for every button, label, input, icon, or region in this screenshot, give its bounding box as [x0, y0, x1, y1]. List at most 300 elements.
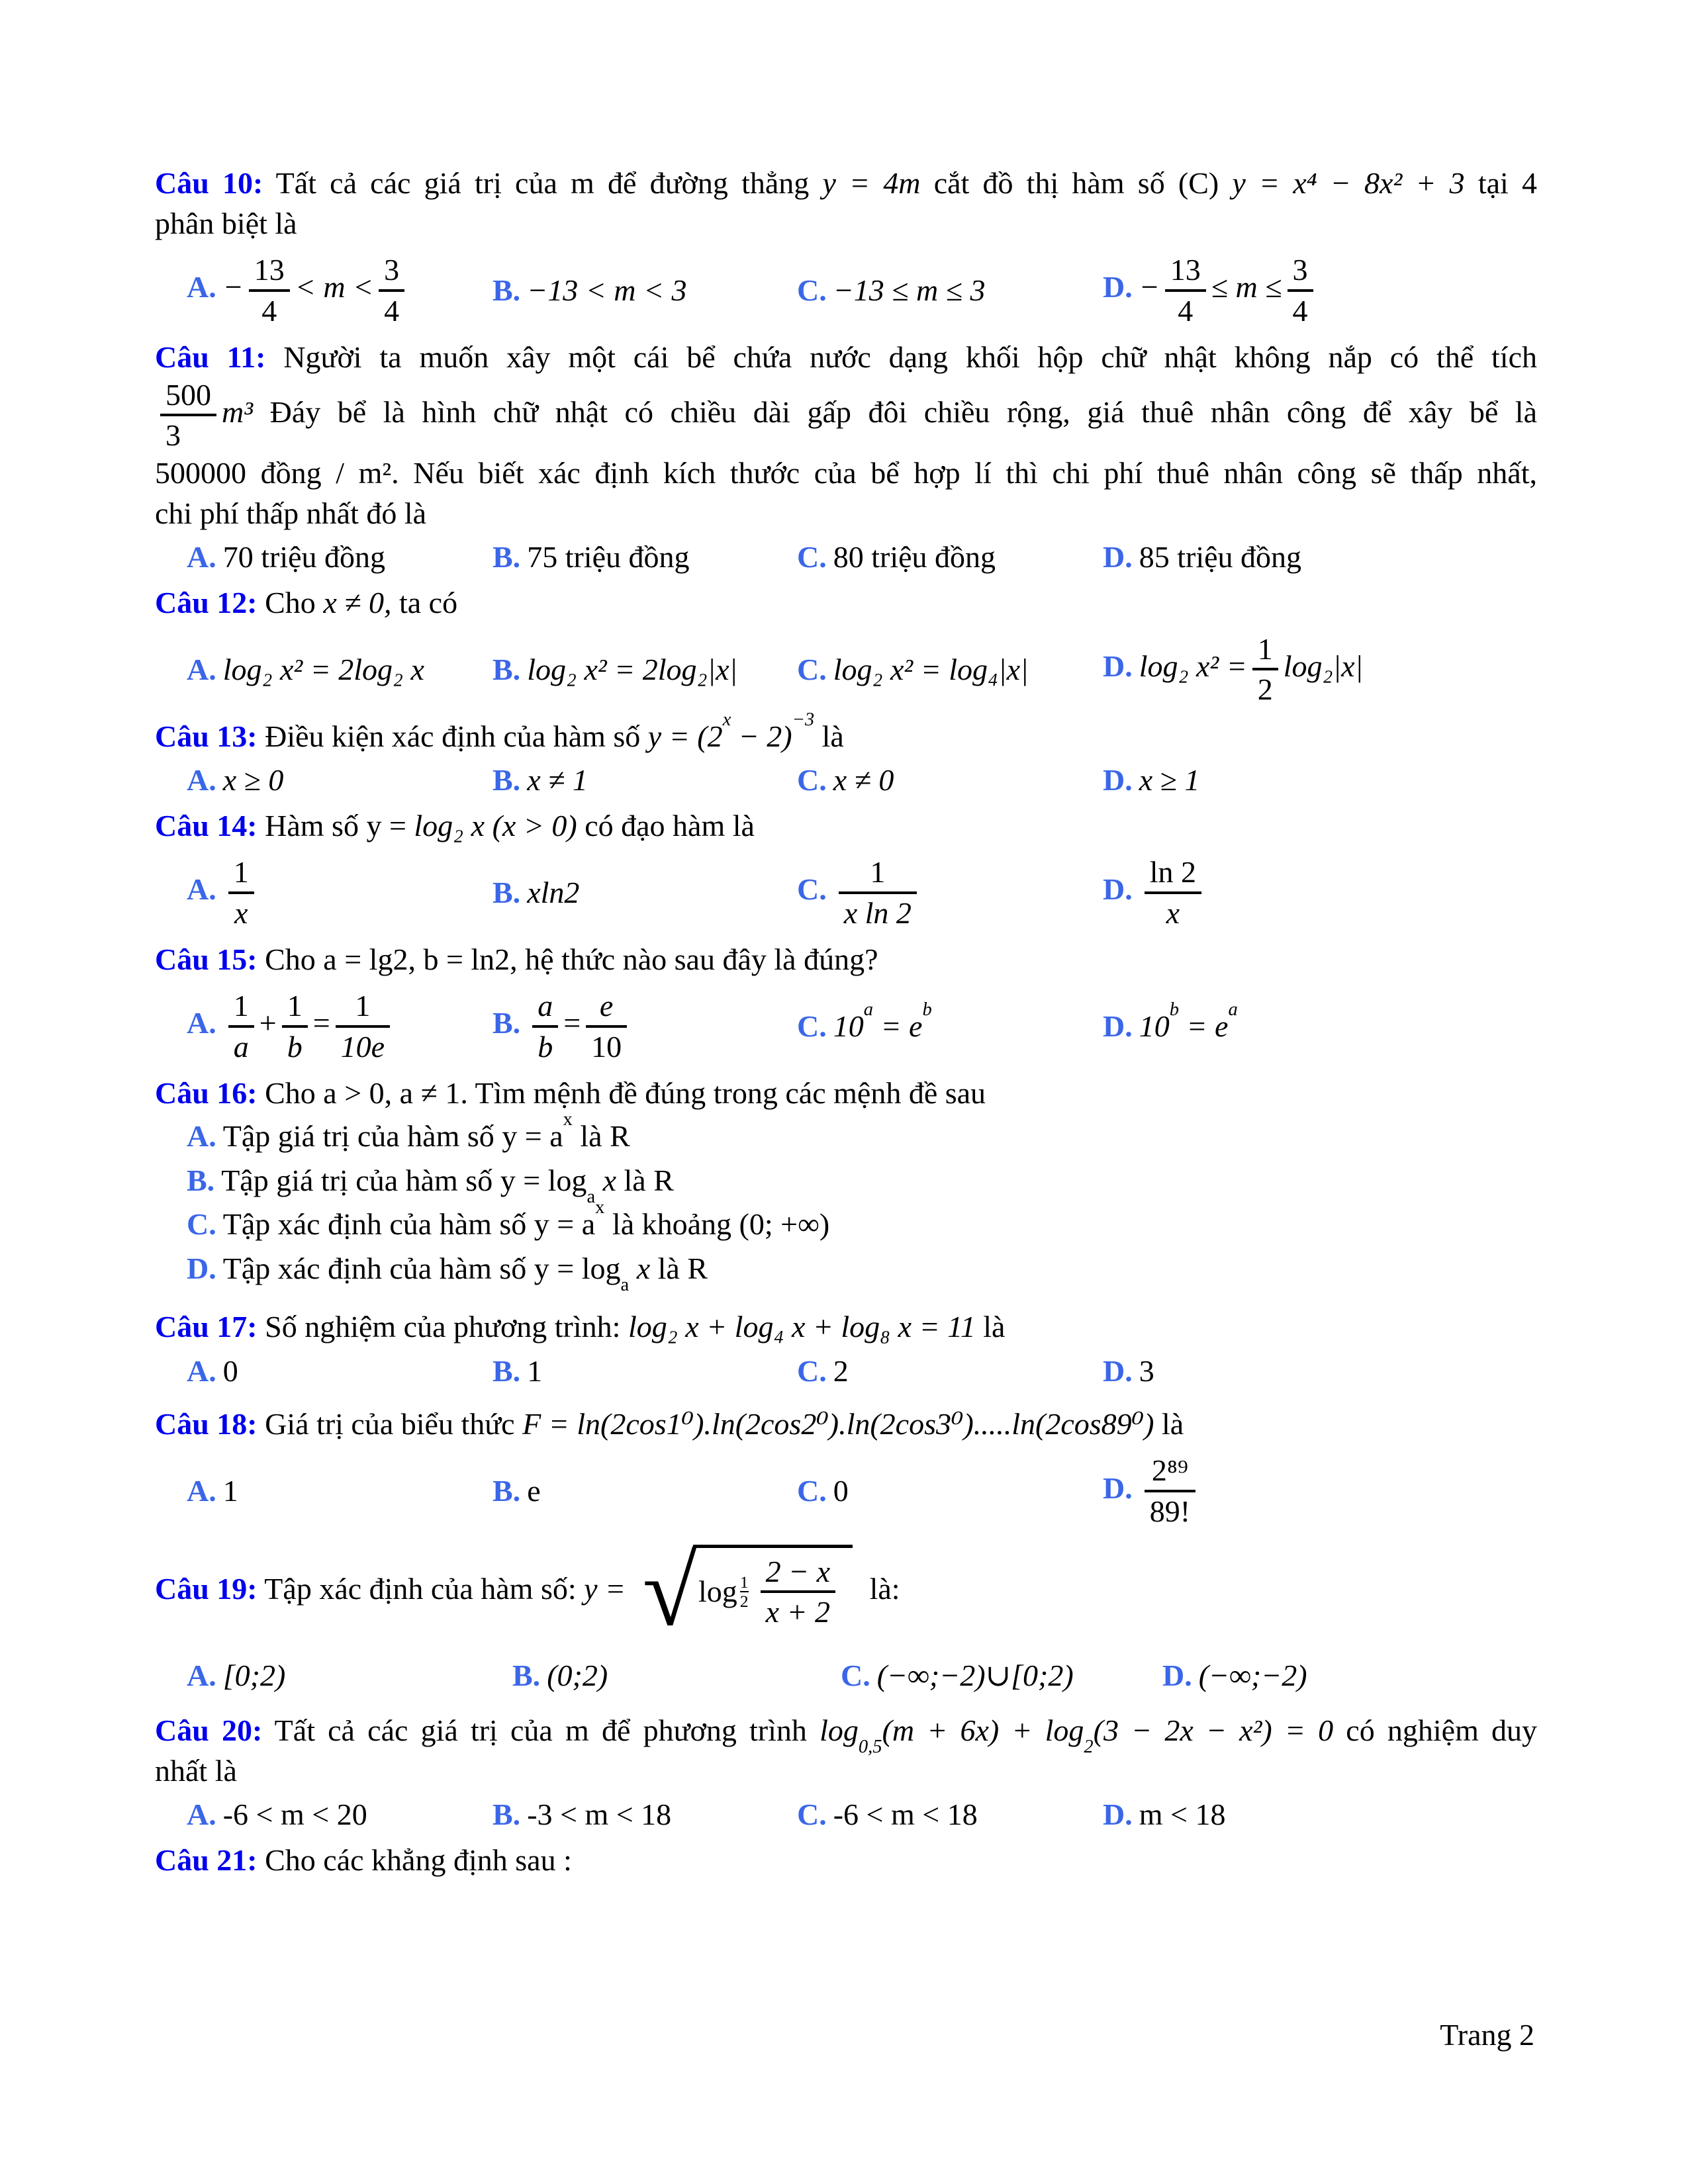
option-b-value: xln2: [527, 875, 580, 909]
frac-num: 1: [233, 855, 249, 889]
option-c: [797, 537, 1103, 577]
option-b-letter: B.: [492, 652, 521, 686]
option-b-value: 1: [527, 1353, 543, 1388]
question-15: [155, 939, 1537, 1064]
option-a: [187, 253, 492, 328]
option-a-letter: A.: [187, 1659, 216, 1693]
frac-num: 1: [233, 989, 249, 1023]
question-11-text: [155, 337, 1537, 377]
frac-den: 4: [1288, 289, 1313, 328]
question-17-options: [155, 1351, 1537, 1391]
option-b: [492, 873, 797, 913]
option-b: [492, 1471, 797, 1511]
page-number: Trang 2: [1440, 2018, 1534, 2052]
option-a-letter: A.: [187, 1006, 216, 1040]
option-d: [1103, 537, 1537, 577]
option-c: [797, 271, 1103, 310]
fraction: [839, 855, 917, 930]
exponent-a: a: [1228, 999, 1238, 1020]
question-16: [155, 1073, 1537, 1296]
question-21-t1: Cho các khẳng định sau :: [265, 1843, 572, 1877]
question-10-math2: y = x⁴ − 8x² + 3: [1232, 166, 1465, 200]
log-base-half: [740, 1573, 749, 1610]
question-13-t2: là: [821, 719, 844, 753]
relation: ≤ m ≤: [1211, 270, 1282, 304]
frac-num: 13: [1170, 253, 1201, 287]
option-b-value: −13 < m < 3: [527, 273, 687, 307]
option-b-letter: B.: [492, 1797, 521, 1832]
exponent-x: x: [595, 1197, 605, 1218]
question-19-options: [155, 1656, 1537, 1696]
question-18-label: Câu 18:: [155, 1407, 258, 1441]
option-a-letter: A.: [187, 652, 216, 686]
option-b-letter: B.: [492, 763, 521, 797]
question-17-label: Câu 17:: [155, 1310, 258, 1344]
sqrt-expression: [642, 1536, 853, 1647]
option-c-letter: C.: [797, 1474, 827, 1508]
y-equals: y =: [584, 1571, 626, 1606]
exponent-x: x: [722, 709, 731, 730]
option-c: [797, 1471, 1103, 1511]
option-a-letter: A.: [187, 763, 216, 797]
option-a-value: -6 < m < 20: [222, 1797, 367, 1832]
option-a: [187, 537, 492, 577]
exponent-b: b: [922, 999, 932, 1020]
option-a: [187, 1795, 492, 1835]
fraction: [1165, 253, 1206, 328]
option-d: [1103, 1795, 1537, 1835]
frac-num: 3: [1292, 253, 1308, 287]
option-b: [492, 1795, 797, 1835]
option-d-letter: D.: [187, 1251, 216, 1285]
question-20-text: [155, 1710, 1538, 1757]
option-b-letter: B.: [187, 1163, 215, 1197]
option-c-t1: Tập xác định của hàm số y = a: [222, 1207, 596, 1242]
radical-sign: √: [642, 1536, 697, 1647]
question-18-t2: là: [1161, 1407, 1184, 1441]
option-c: [797, 999, 1103, 1046]
option-c-value: 80 triệu đồng: [833, 539, 996, 574]
question-10-t2: cắt đồ thị hàm số (C): [933, 166, 1219, 200]
base-10: 10: [1139, 1009, 1170, 1043]
fraction: [282, 989, 308, 1064]
option-d: [1103, 1351, 1537, 1391]
question-12-text: [155, 582, 1537, 623]
equals-sign: =: [563, 1006, 581, 1040]
question-16-t1: Cho a > 0, a ≠ 1. Tìm mệnh đề đúng trong các mệnh đề sau: [265, 1076, 986, 1111]
option-d-value: m < 18: [1139, 1797, 1226, 1832]
fraction: [228, 855, 254, 930]
question-18-math: F = ln(2cos1⁰).ln(2cos2⁰).ln(2cos3⁰).....ln(2cos89⁰): [522, 1407, 1154, 1441]
option-c: [797, 760, 1103, 800]
question-21-label: Câu 21:: [155, 1843, 258, 1877]
fraction: [1288, 253, 1313, 328]
question-17-t2: là: [983, 1310, 1006, 1344]
option-a-value: x ≥ 0: [222, 763, 284, 797]
option-d: [155, 1248, 1537, 1296]
question-10: [155, 163, 1537, 328]
option-b: [492, 650, 797, 690]
question-10-text2: phân biệt là: [155, 206, 297, 241]
option-b: [492, 1351, 797, 1391]
option-c: [797, 650, 1103, 690]
option-b: [492, 989, 797, 1064]
frac-num: 1: [870, 855, 886, 889]
option-a: [155, 1109, 1537, 1157]
option-d-letter: D.: [1103, 539, 1133, 574]
question-13-math: [647, 709, 815, 753]
fraction: [228, 989, 254, 1064]
option-b-letter: B.: [492, 1353, 521, 1388]
option-b: [492, 760, 797, 800]
question-10-label: Câu 10:: [155, 166, 263, 200]
option-c-letter: C.: [797, 1797, 827, 1832]
minus-sign: −: [222, 270, 244, 304]
frac-den: 4: [379, 289, 404, 328]
question-21-text: [155, 1840, 1537, 1880]
option-d: [1103, 760, 1537, 800]
fraction: [379, 253, 404, 328]
fraction: [586, 989, 627, 1064]
question-15-label: Câu 15:: [155, 942, 258, 977]
question-17-math: log₂ x + log₄ x + log₈ x = 11: [628, 1310, 976, 1344]
frac-den: x + 2: [761, 1590, 835, 1629]
option-d-value: 3: [1139, 1353, 1154, 1388]
question-19: [155, 1536, 1537, 1696]
equals-sign: =: [312, 1006, 330, 1040]
frac-num: ln 2: [1149, 855, 1197, 889]
log-base-a: a: [620, 1275, 630, 1296]
option-b-letter: B.: [512, 1659, 541, 1693]
math-part: y = (2: [647, 719, 723, 753]
frac-num: e: [599, 989, 614, 1023]
question-12-t2: ta có: [399, 585, 458, 619]
question-15-t1: Cho a = lg2, b = ln2, hệ thức nào sau đây là đúng?: [265, 942, 878, 977]
question-17-text: [155, 1306, 1537, 1347]
option-b-letter: B.: [492, 1474, 521, 1508]
question-12-t1: Cho: [265, 585, 316, 619]
question-14-options: [155, 855, 1537, 930]
question-15-options: [155, 989, 1537, 1064]
question-11-label: Câu 11:: [155, 340, 266, 375]
option-c-letter: C.: [841, 1659, 870, 1693]
question-20-label: Câu 20:: [155, 1713, 263, 1747]
option-a-letter: A.: [187, 872, 216, 907]
equals-e: = e: [1186, 1009, 1229, 1043]
option-d-letter: D.: [1103, 1797, 1133, 1832]
fraction: [1145, 1453, 1196, 1528]
option-d-value: (−∞;−2): [1198, 1659, 1307, 1693]
question-20-text2: nhất là: [155, 1753, 237, 1788]
question-12-label: Câu 12:: [155, 585, 258, 619]
option-b-letter: B.: [492, 875, 521, 909]
frac-den: b: [282, 1025, 308, 1064]
option-c-letter: C.: [797, 1009, 827, 1043]
log-word: log: [581, 1251, 621, 1285]
option-c-letter: C.: [797, 872, 827, 907]
log-base-05: 0,5: [858, 1736, 882, 1757]
question-10-options: [155, 253, 1537, 328]
option-a-value: 1: [222, 1474, 238, 1508]
option-a: [187, 1656, 512, 1696]
fraction: [532, 989, 558, 1064]
question-14-math: log₂ x (x > 0): [414, 808, 577, 842]
frac-den: 10e: [336, 1025, 390, 1064]
question-18-t1: Giá trị của biểu thức: [265, 1407, 515, 1441]
option-d: [1103, 855, 1537, 930]
question-17-t1: Số nghiệm của phương trình:: [265, 1310, 621, 1344]
frac-den: 89!: [1145, 1490, 1196, 1529]
fraction: [761, 1555, 835, 1629]
option-c-letter: C.: [797, 539, 827, 574]
question-10-t3: tại 4: [1477, 166, 1538, 200]
log-base-a: a: [586, 1187, 596, 1208]
question-20-t1: Tất cả các giá trị của m để phương trình: [274, 1713, 807, 1747]
exponent-x: x: [563, 1109, 573, 1130]
math-part: (m + 6x) + log: [882, 1713, 1084, 1747]
option-d-letter: D.: [1103, 763, 1133, 797]
frac-den: a: [228, 1025, 254, 1064]
option-d-value: 85 triệu đồng: [1139, 539, 1302, 574]
question-11-options: [155, 537, 1537, 577]
page-content: [155, 163, 1537, 1886]
option-d-post: log₂|x|: [1283, 649, 1364, 683]
frac-num: 13: [254, 253, 285, 287]
option-a-letter: A.: [187, 1797, 216, 1832]
question-17: [155, 1306, 1537, 1390]
frac-num: 2⁸⁹: [1151, 1453, 1188, 1488]
option-c: [841, 1656, 1162, 1696]
option-d-letter: D.: [1103, 1009, 1133, 1043]
option-d-t2: là R: [657, 1251, 708, 1285]
question-14-label: Câu 14:: [155, 808, 258, 842]
frac-den: 4: [249, 289, 290, 328]
var-x: x: [602, 1163, 617, 1197]
question-19-label: Câu 19:: [155, 1571, 258, 1606]
option-d: [1103, 999, 1537, 1046]
option-a-value: 70 triệu đồng: [222, 539, 386, 574]
option-d-letter: D.: [1162, 1659, 1192, 1693]
option-b-value: e: [527, 1474, 541, 1508]
exponent-b: b: [1169, 999, 1179, 1020]
option-c-value: (−∞;−2)∪[0;2): [876, 1659, 1074, 1693]
option-d: [1103, 632, 1537, 707]
question-10-t1: Tất cả các giá trị của m để đường thẳng: [275, 166, 810, 200]
option-c-value: -6 < m < 18: [833, 1797, 978, 1832]
frac-num: 1: [739, 1572, 749, 1592]
option-d: [1162, 1656, 1537, 1696]
frac-den: 2: [1252, 668, 1278, 707]
question-18-text: [155, 1404, 1537, 1444]
plus-sign: +: [259, 1006, 277, 1040]
option-d-letter: D.: [1103, 872, 1133, 907]
frac-den: 4: [1165, 289, 1206, 328]
question-18-options: [155, 1453, 1537, 1528]
option-b-t2: là R: [624, 1163, 674, 1197]
log-base-2: 2: [1084, 1736, 1094, 1757]
question-11-text3: 500000 đồng / m². Nếu biết xác định kích thước của bể hợp lí thì chi phí thuê nhân công sẽ thấp nhất,: [155, 455, 1537, 490]
question-13-options: [155, 760, 1537, 800]
option-a-t2: là R: [580, 1119, 630, 1154]
option-a-letter: A.: [187, 270, 216, 304]
frac-num: 1: [1257, 631, 1273, 666]
option-c-letter: C.: [797, 763, 827, 797]
question-19-t1: Tập xác định của hàm số:: [264, 1571, 577, 1606]
option-a: [187, 1351, 492, 1391]
minus-sign: −: [1139, 270, 1160, 304]
frac-num: 1: [355, 989, 371, 1023]
option-b: [155, 1160, 1537, 1208]
option-b-value: 75 triệu đồng: [527, 539, 690, 574]
option-d: [1103, 1453, 1537, 1528]
question-14-t1: Hàm số y =: [265, 808, 406, 842]
frac-num: 500: [165, 377, 211, 412]
relation: < m <: [295, 270, 374, 304]
option-d-letter: D.: [1103, 1471, 1133, 1505]
option-b-value: log₂ x² = 2log₂|x|: [527, 652, 738, 686]
option-a-value: [0;2): [222, 1659, 286, 1693]
option-a: [187, 760, 492, 800]
question-16-label: Câu 16:: [155, 1076, 258, 1111]
option-b-value: x ≠ 1: [527, 763, 588, 797]
option-b: [492, 537, 797, 577]
question-14: [155, 805, 1537, 930]
question-20: [155, 1710, 1537, 1835]
option-c: [797, 855, 1103, 930]
option-b-value: (0;2): [547, 1659, 608, 1693]
option-d-letter: D.: [1103, 649, 1133, 683]
equals-e: = e: [880, 1009, 923, 1043]
option-c-value: −13 ≤ m ≤ 3: [833, 273, 986, 307]
option-b-t1: Tập giá trị của hàm số y =: [221, 1163, 541, 1197]
question-11-text2: [155, 378, 1537, 453]
fraction: [249, 253, 290, 328]
option-c-t2: là khoảng (0; +∞): [612, 1207, 830, 1242]
question-13: [155, 709, 1537, 800]
option-d: [1103, 253, 1537, 328]
math-part: (3 − 2x − x²) = 0: [1093, 1713, 1334, 1747]
option-a: [187, 650, 492, 690]
question-16-text: [155, 1073, 1537, 1113]
option-a-t1: Tập giá trị của hàm số y = a: [222, 1119, 563, 1154]
frac-den: x: [1145, 891, 1201, 931]
option-d-pre: log₂ x² =: [1139, 649, 1247, 683]
frac-den: x: [228, 891, 254, 931]
option-a: [187, 855, 492, 930]
option-a-value: log₂ x² = 2log₂ x: [222, 652, 424, 686]
question-13-t1: Điều kiện xác định của hàm số: [265, 719, 641, 753]
question-20-options: [155, 1795, 1537, 1835]
option-c: [797, 1795, 1103, 1835]
question-11-text4: chi phí thấp nhất đó là: [155, 496, 427, 530]
frac-num: 1: [287, 989, 303, 1023]
option-a: [187, 1471, 492, 1511]
math-part: − 2): [738, 719, 792, 753]
option-c-letter: C.: [797, 273, 827, 307]
question-10-math1: y = 4m: [822, 166, 921, 200]
frac-den: x ln 2: [839, 891, 917, 931]
option-a-value: 0: [222, 1353, 238, 1388]
question-14-t2: có đạo hàm là: [585, 808, 755, 842]
option-b-value: -3 < m < 18: [527, 1797, 672, 1832]
frac-den: 3: [160, 414, 216, 453]
question-10-text: [155, 163, 1537, 203]
frac-num: 3: [384, 253, 400, 287]
option-c-value: [833, 999, 932, 1043]
option-d-value: x ≥ 1: [1139, 763, 1200, 797]
option-b-letter: B.: [492, 273, 521, 307]
fraction: [1252, 632, 1278, 707]
option-d-value: [1139, 999, 1238, 1043]
fraction: [336, 989, 390, 1064]
question-13-label: Câu 13:: [155, 719, 258, 753]
option-a-letter: A.: [187, 1474, 216, 1508]
question-19-t2: là:: [869, 1571, 900, 1606]
option-c: [797, 1351, 1103, 1391]
question-14-text: [155, 805, 1537, 846]
option-c: [155, 1197, 1537, 1245]
option-c-value: x ≠ 0: [833, 763, 894, 797]
option-d-t1: Tập xác định của hàm số y =: [222, 1251, 575, 1285]
option-b-letter: B.: [492, 539, 521, 574]
question-11-l1: Người ta muốn xây một cái bể chứa nước dạng khối hộp chữ nhật không nắp có thể tích: [283, 340, 1538, 375]
volume-unit: m³: [222, 394, 254, 429]
frac-den: 2: [739, 1592, 749, 1612]
question-21: [155, 1840, 1537, 1880]
frac-den: b: [532, 1025, 558, 1064]
option-b-letter: B.: [492, 1006, 521, 1040]
exponent-a: a: [863, 999, 873, 1020]
option-a-letter: A.: [187, 1119, 216, 1154]
option-b: [492, 271, 797, 310]
question-19-text: [155, 1536, 1537, 1647]
question-11-l2: Đáy bể là hình chữ nhật có chiều dài gấp đôi chiều rộng, giá thuê nhân công để xây bể là: [269, 394, 1538, 429]
question-15-text: [155, 939, 1537, 979]
option-c-letter: C.: [797, 1353, 827, 1388]
option-a: [187, 989, 492, 1064]
exponent-neg3: −3: [792, 709, 815, 730]
log-word: log: [820, 1713, 859, 1747]
frac-num: a: [538, 989, 553, 1023]
option-d-letter: D.: [1103, 1353, 1133, 1388]
option-a-letter: A.: [187, 539, 216, 574]
option-c-letter: C.: [187, 1207, 216, 1242]
frac-num: 2 − x: [765, 1554, 831, 1588]
log-word: log: [698, 1574, 737, 1609]
option-c-letter: C.: [797, 652, 827, 686]
fraction: [160, 378, 216, 453]
var-x: x: [636, 1251, 651, 1285]
option-c-value: 0: [833, 1474, 849, 1508]
option-c-value: 2: [833, 1353, 849, 1388]
question-12-math1: x ≠ 0,: [323, 585, 392, 619]
question-11: [155, 337, 1537, 576]
question-12: [155, 582, 1537, 707]
base-10: 10: [833, 1009, 864, 1043]
fraction: [1145, 855, 1201, 930]
question-20-t2: có nghiệm duy: [1346, 1713, 1538, 1747]
log-word: log: [547, 1163, 587, 1197]
frac-den: 10: [586, 1025, 627, 1064]
question-12-options: [155, 632, 1537, 707]
option-d-letter: D.: [1103, 270, 1133, 304]
option-b: [512, 1656, 841, 1696]
option-c-value: log₂ x² = log₄|x|: [833, 652, 1029, 686]
question-13-text: [155, 709, 1537, 756]
radicand: [693, 1545, 853, 1629]
option-a-letter: A.: [187, 1353, 216, 1388]
question-20-math: [820, 1713, 1334, 1757]
